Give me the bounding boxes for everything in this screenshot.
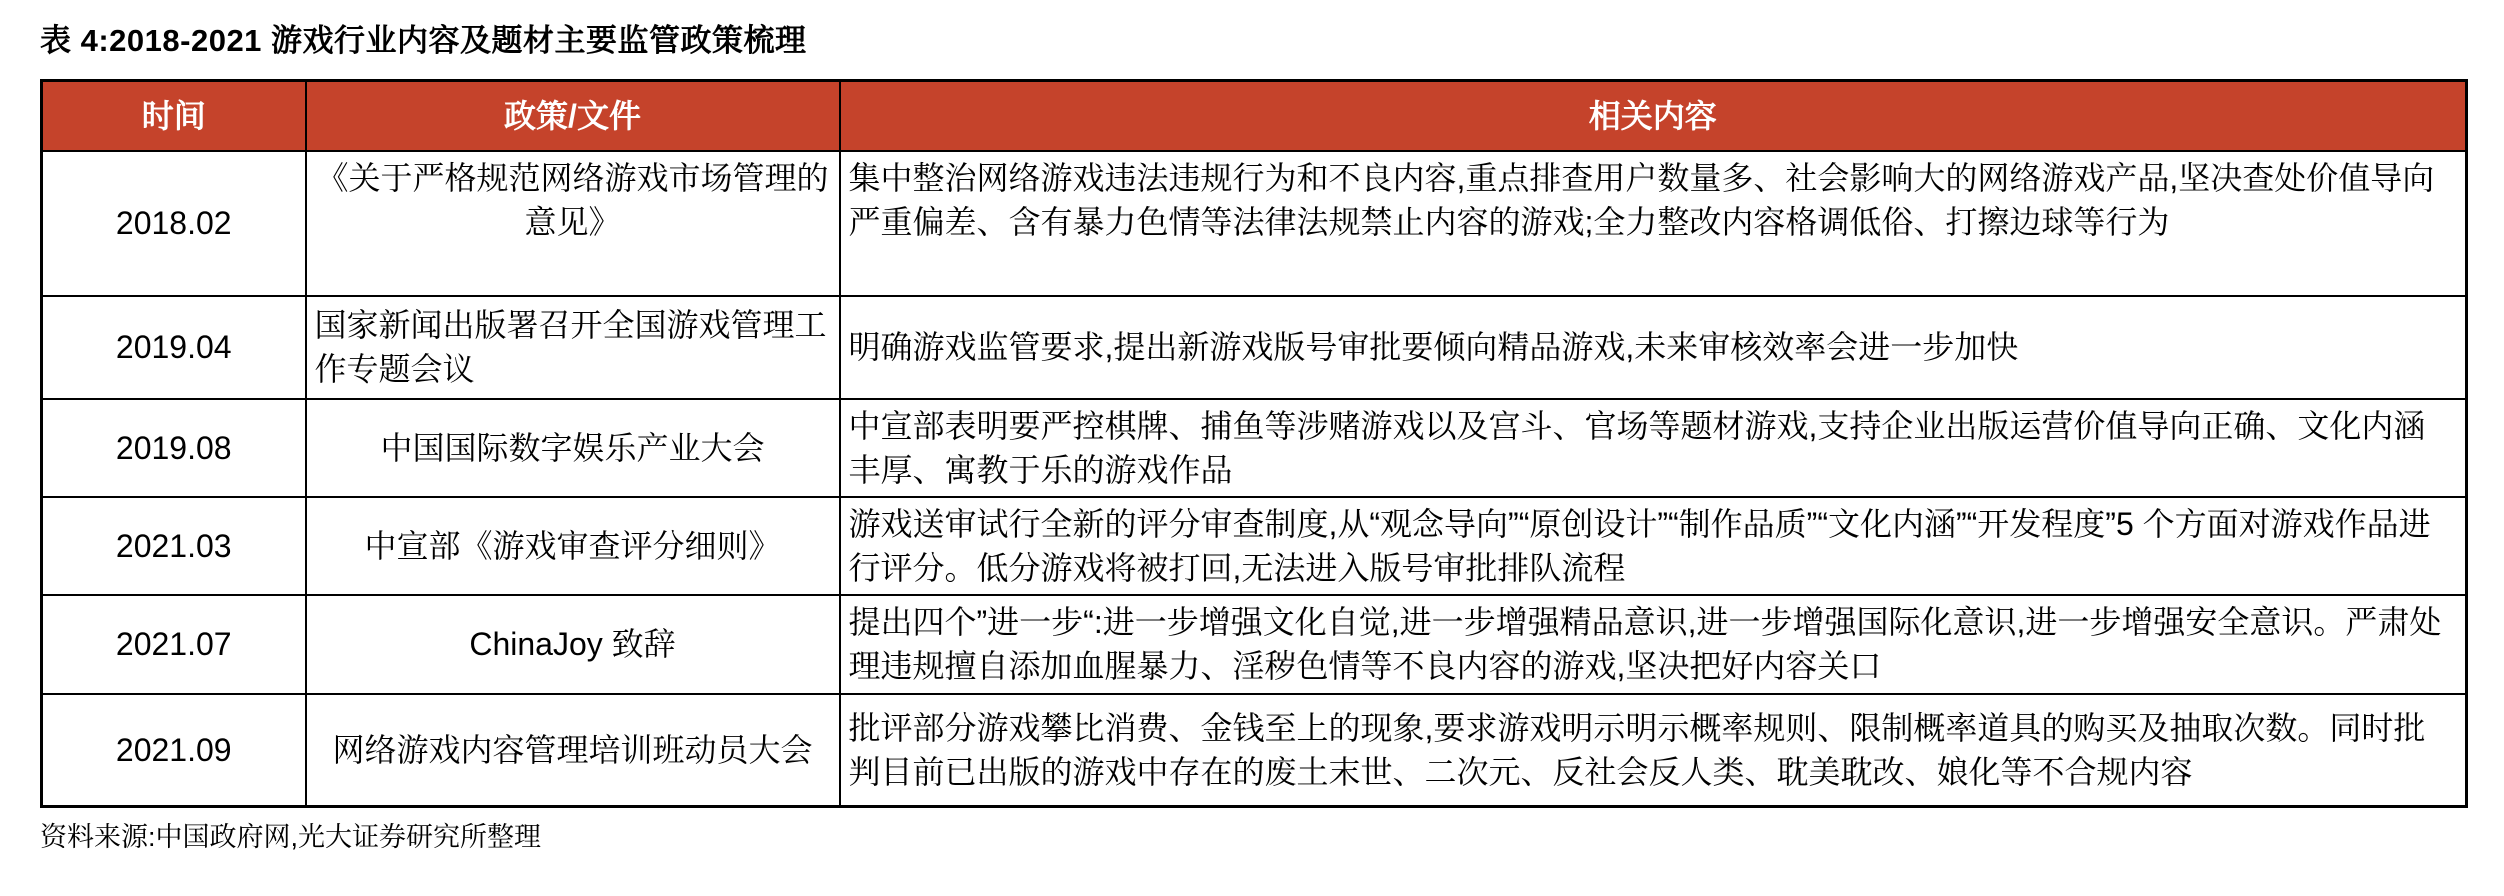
content-cell: 提出四个”进一步“:进一步增强文化自觉,进一步增强精品意识,进一步增强国际化意识,进一步增强安全意识。严肃处理违规擅自添加血腥暴力、淫秽色情等不良内容的游戏,坚决把好内容关口	[840, 595, 2467, 693]
col-header-content: 相关内容	[840, 81, 2467, 151]
time-cell: 2018.02	[42, 151, 306, 296]
table-row	[42, 497, 2467, 595]
header-row	[42, 81, 2467, 151]
policy-table	[40, 79, 2468, 808]
time-cell: 2021.07	[42, 595, 306, 693]
policy-cell: 中宣部《游戏审查评分细则》	[306, 497, 840, 595]
table-title: 表 4:2018-2021 游戏行业内容及题材主要监管政策梳理	[40, 23, 807, 58]
content-cell: 游戏送审试行全新的评分审查制度,从“观念导向”“原创设计”“制作品质”“文化内涵”“开发程度”5 个方面对游戏作品进行评分。低分游戏将被打回,无法进入版号审批排队流程	[840, 497, 2467, 595]
policy-cell: 中国国际数字娱乐产业大会	[306, 399, 840, 497]
content-cell: 中宣部表明要严控棋牌、捕鱼等涉赌游戏以及宫斗、官场等题材游戏,支持企业出版运营价值导向正确、文化内涵丰厚、寓教于乐的游戏作品	[840, 399, 2467, 497]
table-header	[42, 81, 2467, 151]
content-cell: 明确游戏监管要求,提出新游戏版号审批要倾向精品游戏,未来审核效率会进一步加快	[840, 296, 2467, 399]
content-cell: 批评部分游戏攀比消费、金钱至上的现象,要求游戏明示明示概率规则、限制概率道具的购买及抽取次数。同时批判目前已出版的游戏中存在的废土末世、二次元、反社会反人类、耽美耽改、娘化等不合规内容	[840, 694, 2467, 807]
policy-cell: 《关于严格规范网络游戏市场管理的意见》	[306, 151, 840, 296]
table-row	[42, 694, 2467, 807]
table-row	[42, 296, 2467, 399]
table-row	[42, 595, 2467, 693]
content-cell: 集中整治网络游戏违法违规行为和不良内容,重点排查用户数量多、社会影响大的网络游戏产品,坚决查处价值导向严重偏差、含有暴力色情等法律法规禁止内容的游戏;全力整改内容格调低俗、打擦边球等行为	[840, 151, 2467, 296]
col-header-time: 时间	[42, 81, 306, 151]
time-cell: 2019.04	[42, 296, 306, 399]
time-cell: 2019.08	[42, 399, 306, 497]
policy-cell: 国家新闻出版署召开全国游戏管理工作专题会议	[306, 296, 840, 399]
policy-cell: ChinaJoy 致辞	[306, 595, 840, 693]
time-cell: 2021.03	[42, 497, 306, 595]
policy-cell: 网络游戏内容管理培训班动员大会	[306, 694, 840, 807]
source-note: 资料来源:中国政府网,光大证券研究所整理	[40, 822, 542, 853]
table-row	[42, 399, 2467, 497]
col-header-policy: 政策/文件	[306, 81, 840, 151]
table-row	[42, 151, 2467, 296]
time-cell: 2021.09	[42, 694, 306, 807]
